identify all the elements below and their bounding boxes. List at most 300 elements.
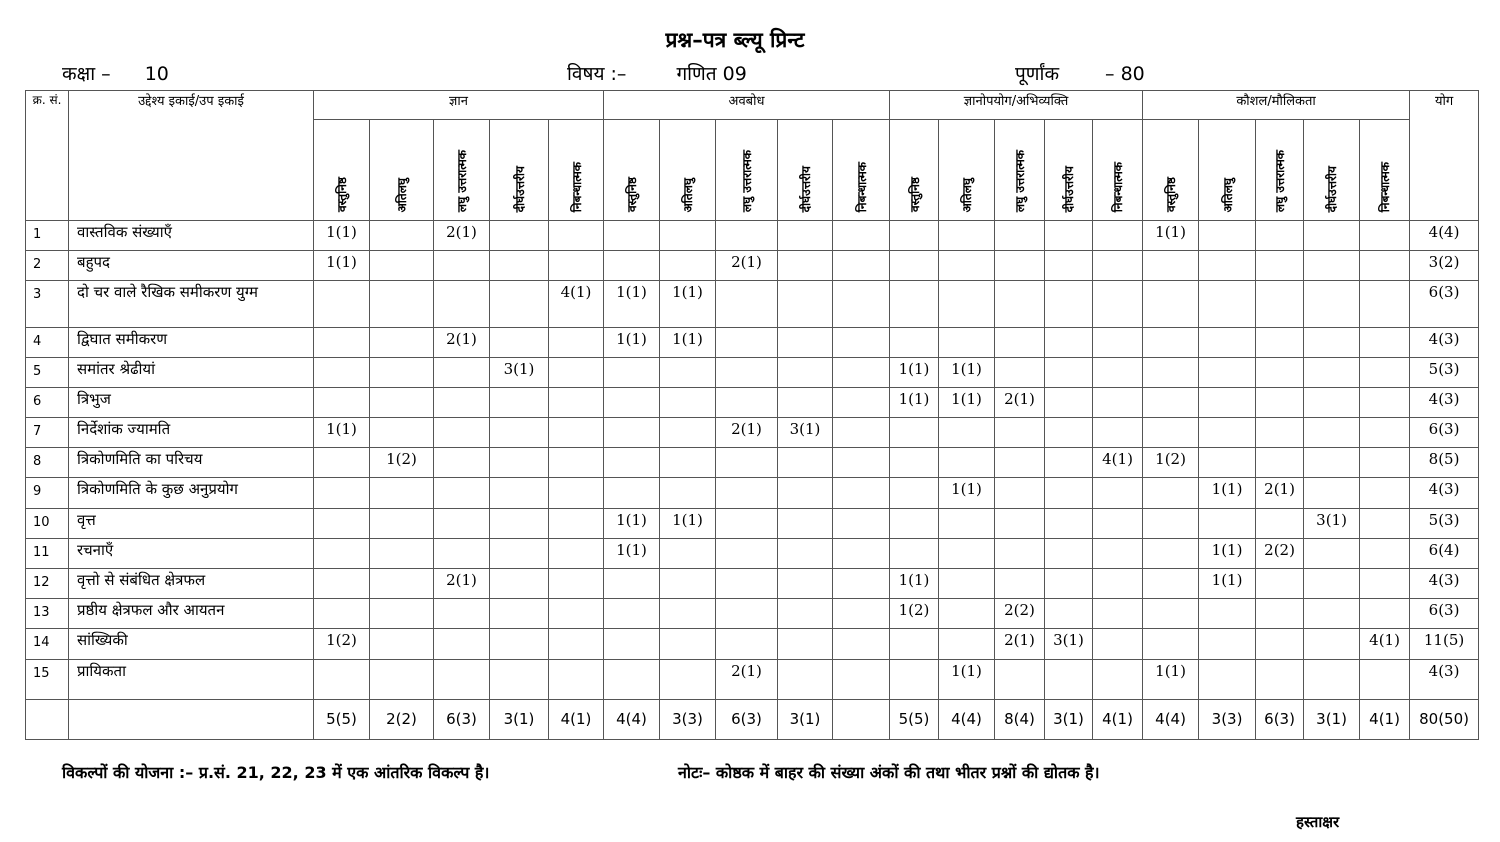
marks-cell [1256,387,1304,417]
marks-cell [1045,478,1093,508]
marks-cell [434,387,490,417]
marks-cell [716,538,778,568]
marks-cell [939,281,995,327]
column-total: 3(1) [1045,699,1093,739]
table-row [26,538,1479,568]
row-unit: प्रायिकता [69,659,314,699]
marks-cell: 2(1) [1256,478,1304,508]
marks-cell [1360,538,1410,568]
marks-cell [370,281,434,327]
table-row [26,508,1479,538]
subcolumn-header [1143,120,1199,221]
group-header-row [26,91,1479,120]
marks-cell [370,357,434,387]
marks-cell [1304,478,1360,508]
marks-cell [660,387,716,417]
row-unit: वास्तविक संख्याएँ [69,221,314,251]
subcolumn-label: लघु उत्तरात्मक [1273,149,1288,212]
unit-header: उद्देश्य इकाई/उप इकाई [69,91,314,221]
subcolumn-label: निबन्धात्मक [1111,161,1126,212]
row-serial: 9 [26,478,69,508]
marks-cell: 1(1) [604,508,660,538]
marks-cell: 1(1) [890,357,939,387]
marks-cell: 1(1) [890,387,939,417]
marks-cell [1304,448,1360,478]
marks-cell [1304,281,1360,327]
marks-cell [1360,327,1410,357]
marks-cell [833,387,890,417]
marks-cell: 1(1) [604,281,660,327]
marks-cell [604,568,660,598]
marks-cell [1045,387,1093,417]
column-total: 4(4) [604,699,660,739]
marks-cell [1199,659,1256,699]
marks-cell [1256,251,1304,281]
row-total: 4(3) [1410,327,1479,357]
subcolumn-header [490,120,549,221]
marks-cell [833,327,890,357]
table-row [26,448,1479,478]
subcolumn-header [1304,120,1360,221]
marks-cell [549,629,604,659]
column-total: 2(2) [370,699,434,739]
row-unit: वृत्तो से संबंधित क्षेत्रफल [69,568,314,598]
subcolumn-label: निबन्धात्मक [569,161,584,212]
marks-cell: 2(1) [716,418,778,448]
marks-cell [1360,508,1410,538]
marks-cell [1093,659,1143,699]
marks-cell [660,629,716,659]
marks-cell [778,508,833,538]
marks-cell [1199,281,1256,327]
marks-cell [995,251,1045,281]
subject-value: गणित 09 [676,63,747,85]
column-total: 3(1) [490,699,549,739]
marks-cell: 3(1) [778,418,833,448]
marks-cell [1256,418,1304,448]
marks-cell [604,221,660,251]
marks-cell [370,568,434,598]
marks-cell [1360,221,1410,251]
marks-cell [778,538,833,568]
totals-row [26,699,1479,739]
marks-cell [549,659,604,699]
marks-cell [604,357,660,387]
column-total: 3(3) [1199,699,1256,739]
marks-cell [1045,327,1093,357]
subcolumn-header [890,120,939,221]
column-total [833,699,890,739]
row-unit: समांतर श्रेढीयां [69,357,314,387]
marks-cell [716,629,778,659]
subcolumn-label: वस्तुनिष्ठ [1164,176,1179,212]
column-total: 6(3) [716,699,778,739]
marks-cell [314,327,370,357]
marks-cell [549,508,604,538]
marks-cell [490,281,549,327]
marks-cell [1045,659,1093,699]
table-row [26,418,1479,448]
marks-cell [1304,327,1360,357]
column-total: 6(3) [1256,699,1304,739]
marks-cell [1199,327,1256,357]
marks-cell [939,251,995,281]
table-row [26,221,1479,251]
row-total: 11(5) [1410,629,1479,659]
empty-cell [69,699,314,739]
subcolumn-header [370,120,434,221]
marks-cell [1093,221,1143,251]
column-total: 8(4) [995,699,1045,739]
marks-cell [716,568,778,598]
marks-cell [1199,629,1256,659]
row-total: 4(3) [1410,387,1479,417]
marks-cell [778,327,833,357]
marks-cell [660,357,716,387]
marks-cell [1093,281,1143,327]
subcolumn-label: अतिलघु [681,177,695,212]
marks-cell: 1(2) [370,448,434,478]
row-unit: त्रिभुज [69,387,314,417]
subcolumn-header [995,120,1045,221]
class-value: 10 [144,63,169,85]
table-row [26,659,1479,699]
marks-cell [995,538,1045,568]
marks-cell [1045,599,1093,629]
marks-cell: 1(1) [1143,221,1199,251]
marks-cell: 4(1) [1093,448,1143,478]
marks-cell [1143,281,1199,327]
marks-cell [1093,418,1143,448]
marks-cell [549,327,604,357]
marks-cell: 2(1) [434,221,490,251]
marks-cell [890,659,939,699]
row-serial: 14 [26,629,69,659]
marks-cell [490,221,549,251]
grand-total: 80(50) [1410,699,1479,739]
marks-cell [490,659,549,699]
marks-cell [549,418,604,448]
marks-cell [490,327,549,357]
marks-cell [490,538,549,568]
marks-cell [370,221,434,251]
subcolumn-header [660,120,716,221]
marks-cell [1360,387,1410,417]
marks-cell [995,327,1045,357]
marks-cell [604,478,660,508]
marks-cell [716,508,778,538]
marks-cell [434,538,490,568]
subcolumn-header [1093,120,1143,221]
marks-cell [939,538,995,568]
marks-cell [995,568,1045,598]
table-row [26,251,1479,281]
subcolumn-label: अतिलघु [1220,177,1235,212]
marks-cell: 2(1) [434,568,490,598]
marks-cell [778,659,833,699]
marks-cell [778,251,833,281]
row-total: 6(3) [1410,281,1479,327]
column-total: 4(4) [939,699,995,739]
marks-cell [1199,508,1256,538]
group-header-kaushal: कौशल/मौलिकता [1143,91,1410,120]
marks-value: – 80 [1105,63,1145,85]
marks-cell [778,599,833,629]
marks-cell [833,357,890,387]
marks-cell [370,508,434,538]
marks-cell [1256,327,1304,357]
row-total: 5(3) [1410,508,1479,538]
marks-cell [778,357,833,387]
marks-cell [716,221,778,251]
row-total: 4(4) [1410,221,1479,251]
marks-cell [778,629,833,659]
row-unit: दो चर वाले रैखिक समीकरण युग्म [69,281,314,327]
subcolumn-label: दीर्घउत्तरीय [1325,165,1340,212]
marks-cell: 2(1) [995,629,1045,659]
row-serial: 2 [26,251,69,281]
marks-cell [549,538,604,568]
table-row [26,357,1479,387]
subcolumn-label: दीर्घउत्तरीय [1062,165,1076,212]
marks-cell [1304,538,1360,568]
marks-cell [1143,387,1199,417]
marks-cell [1256,629,1304,659]
marks-cell [995,508,1045,538]
subcolumn-label: निबन्धात्मक [1378,161,1393,212]
row-unit: बहुपद [69,251,314,281]
column-total: 4(1) [549,699,604,739]
marks-cell [1093,508,1143,538]
subcolumn-label: लघु उत्तरात्मक [1013,149,1027,212]
marks-cell [370,478,434,508]
marks-cell [1360,599,1410,629]
marks-cell [833,448,890,478]
group-header-avbodh: अवबोध [604,91,890,120]
marks-cell [1143,599,1199,629]
row-serial: 7 [26,418,69,448]
marks-cell [1304,387,1360,417]
column-total: 5(5) [314,699,370,739]
marks-cell [1304,418,1360,448]
row-total: 3(2) [1410,251,1479,281]
marks-cell [716,281,778,327]
row-total: 4(3) [1410,478,1479,508]
marks-cell [1304,629,1360,659]
marks-cell: 1(1) [604,538,660,568]
subcolumn-header [939,120,995,221]
row-serial: 10 [26,508,69,538]
marks-cell [434,629,490,659]
marks-cell [549,478,604,508]
marks-cell [1143,418,1199,448]
marks-cell [549,221,604,251]
marks-cell [490,508,549,538]
table-row [26,568,1479,598]
marks-cell [778,568,833,598]
marks-cell [1045,448,1093,478]
marks-cell [1256,357,1304,387]
marks-cell [1360,659,1410,699]
row-unit: निर्देशांक ज्यामति [69,418,314,448]
marks-cell [939,418,995,448]
marks-cell [890,221,939,251]
marks-cell [1256,448,1304,478]
marks-cell: 2(1) [716,659,778,699]
marks-cell: 1(1) [939,357,995,387]
marks-cell [890,508,939,538]
marks-cell [604,599,660,629]
marks-cell [490,478,549,508]
marks-cell: 1(1) [1199,478,1256,508]
marks-cell [890,281,939,327]
subcolumn-header [434,120,490,221]
marks-cell: 3(1) [490,357,549,387]
marks-cell: 1(1) [314,221,370,251]
marks-cell [434,418,490,448]
marks-cell [778,221,833,251]
column-total: 4(1) [1360,699,1410,739]
marks-cell [1093,599,1143,629]
marks-cell [314,478,370,508]
row-unit: त्रिकोणमिति के कुछ अनुप्रयोग [69,478,314,508]
table-row [26,599,1479,629]
subject-label: विषय :– [567,63,627,85]
marks-cell [1360,357,1410,387]
marks-cell: 1(1) [660,281,716,327]
subcolumn-label: वस्तुनिष्ठ [625,176,639,212]
marks-cell: 2(2) [995,599,1045,629]
subcolumn-header [1256,120,1304,221]
marks-cell [716,387,778,417]
marks-cell [604,659,660,699]
marks-cell [1304,221,1360,251]
marks-cell [434,251,490,281]
marks-cell [1256,599,1304,629]
subcolumn-header [778,120,833,221]
marks-cell [660,448,716,478]
marks-cell [890,418,939,448]
marks-cell: 3(1) [1304,508,1360,538]
marks-cell [604,418,660,448]
marks-cell [1199,357,1256,387]
marks-cell [939,508,995,538]
marks-cell: 1(1) [939,478,995,508]
marks-cell: 2(1) [434,327,490,357]
marks-cell [716,357,778,387]
marks-cell [434,508,490,538]
marks-cell [549,599,604,629]
marks-cell [604,448,660,478]
marks-cell [939,221,995,251]
subcolumn-label: दीर्घउत्तरीय [798,165,813,212]
marks-cell: 1(1) [939,387,995,417]
marks-cell: 1(1) [890,568,939,598]
marks-cell [833,629,890,659]
marks-cell [370,251,434,281]
marks-cell [778,448,833,478]
row-unit: द्विघात समीकरण [69,327,314,357]
table-body [26,221,1479,740]
marks-cell [1360,418,1410,448]
subcolumn-label: दीर्घउत्तरीय [512,165,527,212]
marks-cell: 1(2) [1143,448,1199,478]
marks-cell [370,599,434,629]
marks-cell [549,387,604,417]
marks-cell [995,659,1045,699]
subcolumn-label: वस्तुनिष्ठ [335,176,349,212]
marks-cell [1093,251,1143,281]
marks-cell [890,327,939,357]
column-total: 3(1) [1304,699,1360,739]
marks-cell: 3(1) [1045,629,1093,659]
marks-cell: 1(1) [314,251,370,281]
marks-cell [490,418,549,448]
row-serial: 6 [26,387,69,417]
marks-cell [660,418,716,448]
marks-cell [1199,251,1256,281]
marks-cell [314,538,370,568]
marks-cell [995,418,1045,448]
subcolumn-header [1045,120,1093,221]
marks-cell [716,448,778,478]
marks-cell [1143,478,1199,508]
row-unit: वृत्त [69,508,314,538]
row-serial: 5 [26,357,69,387]
marks-cell: 1(1) [660,508,716,538]
marks-cell [1199,448,1256,478]
subcolumn-label: अतिलघु [395,177,409,212]
marks-cell [890,538,939,568]
marks-cell [660,251,716,281]
marks-cell [1045,281,1093,327]
marks-cell [778,281,833,327]
marks-cell [833,281,890,327]
marks-cell [1093,629,1143,659]
marks-cell [1045,251,1093,281]
sn-header: क्र. सं. [26,91,69,221]
marks-cell: 1(1) [314,418,370,448]
marks-cell [490,387,549,417]
marks-cell [1143,629,1199,659]
marks-cell [833,478,890,508]
marks-cell [660,221,716,251]
marks-cell [434,478,490,508]
row-total: 6(4) [1410,538,1479,568]
marks-cell [1199,387,1256,417]
marks-cell [1199,418,1256,448]
marks-cell [1360,568,1410,598]
group-header-gyan: ज्ञान [314,91,604,120]
column-total: 3(3) [660,699,716,739]
row-serial: 12 [26,568,69,598]
marks-cell [1143,508,1199,538]
marks-cell [1199,221,1256,251]
marks-cell [1304,599,1360,629]
subcolumn-header [716,120,778,221]
marks-cell [833,599,890,629]
marks-cell [434,448,490,478]
row-serial: 4 [26,327,69,357]
marks-cell [370,538,434,568]
marks-cell [1045,568,1093,598]
row-total: 4(3) [1410,568,1479,598]
marks-cell [434,281,490,327]
marks-cell [778,387,833,417]
marks-cell [995,221,1045,251]
marks-cell [434,357,490,387]
marks-cell [1256,508,1304,538]
